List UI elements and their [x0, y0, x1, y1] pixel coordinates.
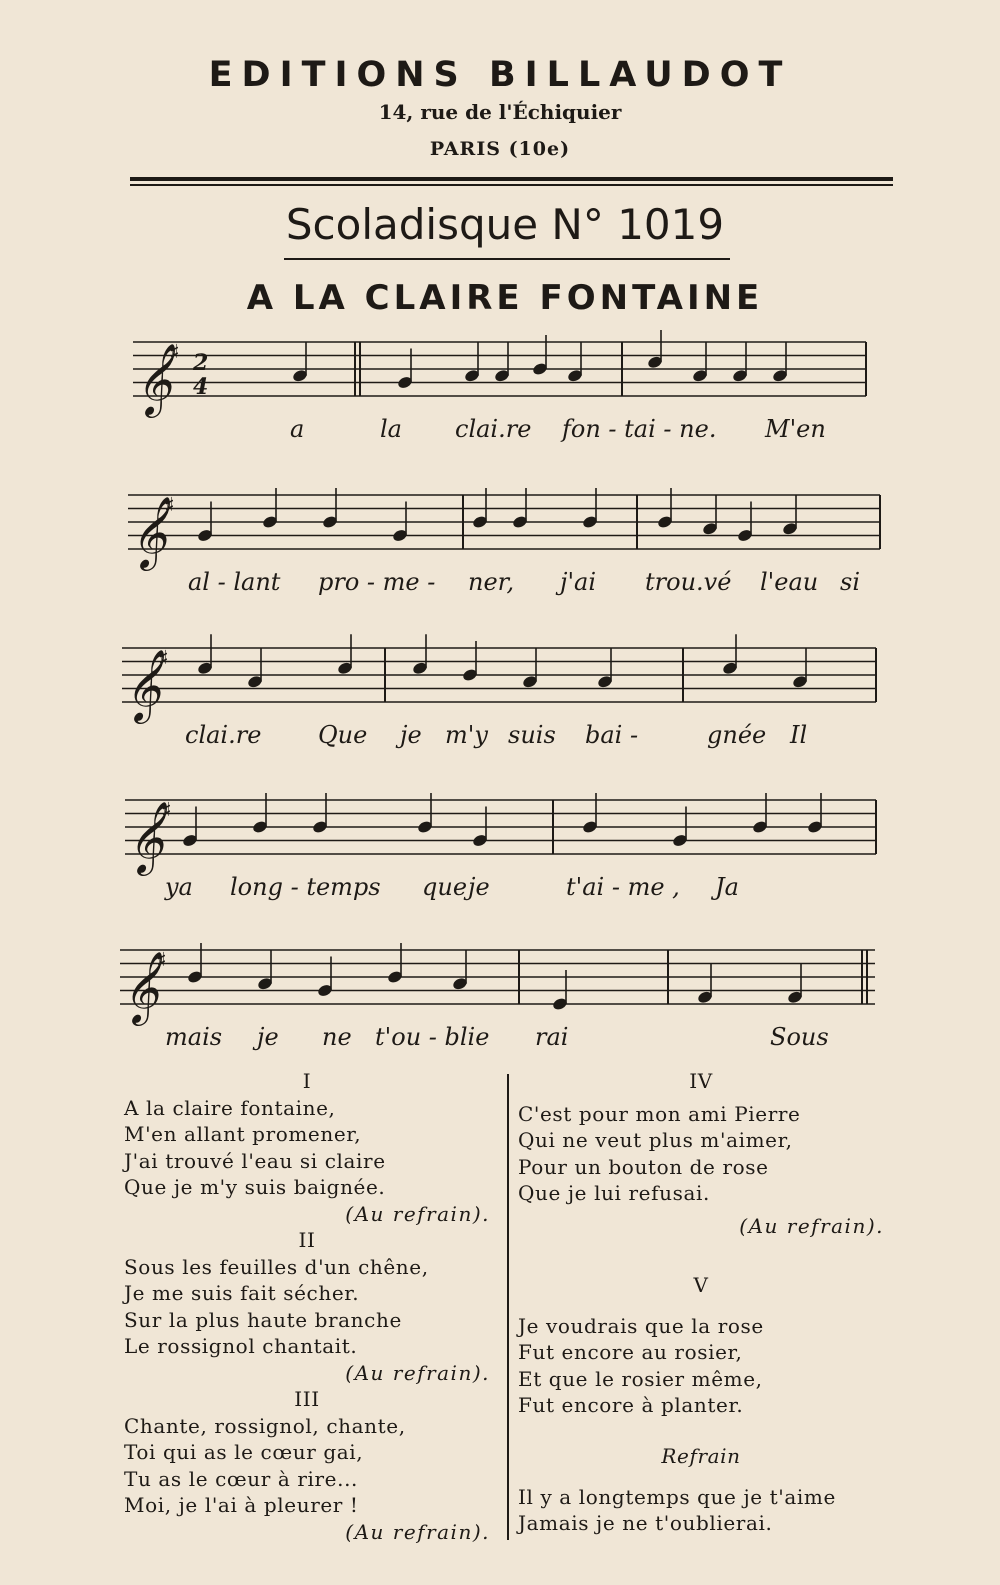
lyric-syllable: M'en — [765, 415, 826, 443]
lyric-syllable: Que — [318, 721, 368, 749]
publisher-address: 14, rue de l'Échiquier — [378, 100, 622, 124]
lyric-syllable: t'ou - blie — [375, 1023, 490, 1051]
song-title: A LA CLAIRE FONTAINE — [246, 278, 764, 318]
lyric-syllable: je — [468, 873, 490, 901]
lyric-syllable: si — [840, 568, 860, 596]
stanza-line: Moi, je l'ai à pleurer ! — [124, 1493, 359, 1517]
stanza-line: Toi qui as le cœur gai, — [124, 1440, 364, 1464]
lyric-syllable: long - temps — [230, 873, 381, 901]
musical-score — [0, 330, 1000, 1070]
lyric-syllable: clai.re — [185, 721, 262, 749]
stanza-line: Sous les feuilles d'un chêne, — [124, 1254, 429, 1279]
publisher-city: PARIS (10e) — [429, 138, 571, 160]
lyric-syllable: la — [380, 415, 402, 443]
lyric-syllable: m'y — [445, 721, 488, 749]
lyric-syllable: j'ai — [560, 568, 597, 596]
stanza-line: Jamais je ne t'oublierai. — [518, 1511, 773, 1535]
stanza-number: I — [302, 1069, 312, 1093]
lyric-syllable: trou.vé — [645, 568, 732, 596]
lyric-syllable: l'eau — [760, 568, 819, 596]
stanza-line: Que je m'y suis baignée. — [124, 1175, 386, 1199]
stanza-line: Fut encore au rosier, — [518, 1340, 743, 1364]
treble-clef-icon: 𝄞 — [130, 495, 167, 568]
sharp-icon: ♯ — [169, 341, 180, 366]
time-signature-top: 2 — [193, 350, 209, 376]
refrain-note: (Au refrain). — [345, 1519, 490, 1544]
stanza-line: Que je lui refusai. — [518, 1181, 710, 1205]
header-rule-thin — [130, 184, 893, 186]
time-signature-bottom: 4 — [193, 374, 209, 400]
series-underline — [284, 258, 730, 260]
lyric-syllable: al - lant — [188, 568, 281, 596]
stanza-line: Qui ne veut plus m'aimer, — [518, 1128, 793, 1152]
sharp-icon: ♯ — [156, 949, 167, 974]
stanza-2 — [124, 1227, 490, 1386]
stanza-5 — [518, 1272, 884, 1419]
stanza-line: A la claire fontaine, — [124, 1095, 336, 1120]
stanza-line: C'est pour mon ami Pierre — [518, 1101, 801, 1126]
refrain-heading: Refrain — [661, 1444, 741, 1468]
lyric-syllable: pro - me - — [318, 568, 436, 596]
stanza-line: Chante, rossignol, chante, — [124, 1413, 406, 1438]
lyric-syllable: mais — [165, 1023, 223, 1051]
stanza-1 — [124, 1068, 490, 1227]
lyric-syllable: bai - — [585, 721, 639, 749]
refrain-note: (Au refrain). — [345, 1360, 490, 1385]
stanza-line: Il y a longtemps que je t'aime — [518, 1484, 836, 1509]
stanza-line: M'en allant promener, — [124, 1122, 362, 1146]
lyric-syllable: Il — [790, 721, 808, 749]
refrain-note: (Au refrain). — [345, 1201, 490, 1226]
stanza-3 — [124, 1386, 490, 1545]
stanza-number: III — [294, 1387, 320, 1411]
treble-clef-icon: 𝄞 — [124, 648, 161, 721]
refrain-note: (Au refrain). — [739, 1213, 884, 1238]
stanza-number: IV — [689, 1069, 713, 1093]
lyric-syllable: je — [257, 1023, 279, 1051]
column-divider — [507, 1074, 509, 1540]
series-number: Scoladisque N° 1019 — [285, 200, 725, 249]
sharp-icon: ♯ — [158, 647, 169, 672]
lyric-syllable: je — [400, 721, 422, 749]
treble-clef-icon: 𝄞 — [127, 800, 164, 873]
lyric-syllable: gnée — [707, 721, 767, 749]
sharp-icon: ♯ — [164, 494, 175, 519]
lyric-syllable: clai.re — [455, 415, 532, 443]
header-rule-thick — [130, 177, 893, 181]
stanza-4 — [518, 1068, 884, 1239]
publisher-name: EDITIONS BILLAUDOT — [208, 55, 792, 95]
stanza-line: Je voudrais que la rose — [518, 1313, 764, 1338]
refrain-stanza — [518, 1443, 884, 1537]
lyric-syllable: suis — [508, 721, 556, 749]
stanza-number: V — [693, 1273, 709, 1297]
lyric-syllable: ne — [322, 1023, 352, 1051]
stanza-line: Tu as le cœur à rire... — [124, 1466, 358, 1491]
lyric-syllable: que — [422, 873, 468, 901]
lyric-syllable: Ja — [715, 873, 739, 901]
treble-clef-icon: 𝄞 — [135, 342, 172, 415]
lyric-syllable: ner, — [468, 568, 515, 596]
lyric-syllable: fon - tai - ne. — [562, 415, 717, 443]
lyric-syllable: a — [290, 415, 305, 443]
lyric-syllable: rai — [535, 1023, 569, 1051]
sharp-icon: ♯ — [161, 799, 172, 824]
stanza-line: J'ai trouvé l'eau si claire — [124, 1148, 386, 1173]
stanza-line: Pour un bouton de rose — [518, 1154, 769, 1179]
lyric-syllable: ya — [165, 873, 193, 901]
lyric-syllable: t'ai - me , — [566, 873, 680, 901]
lyric-syllable: Sous — [770, 1023, 829, 1051]
stanza-number: II — [298, 1228, 316, 1252]
stanza-line: Et que le rosier même, — [518, 1366, 763, 1391]
stanza-line: Fut encore à planter. — [518, 1393, 744, 1417]
stanza-line: Le rossignol chantait. — [124, 1334, 358, 1358]
stanza-line: Je me suis fait sécher. — [124, 1281, 360, 1305]
treble-clef-icon: 𝄞 — [122, 950, 159, 1023]
stanza-line: Sur la plus haute branche — [124, 1307, 402, 1332]
